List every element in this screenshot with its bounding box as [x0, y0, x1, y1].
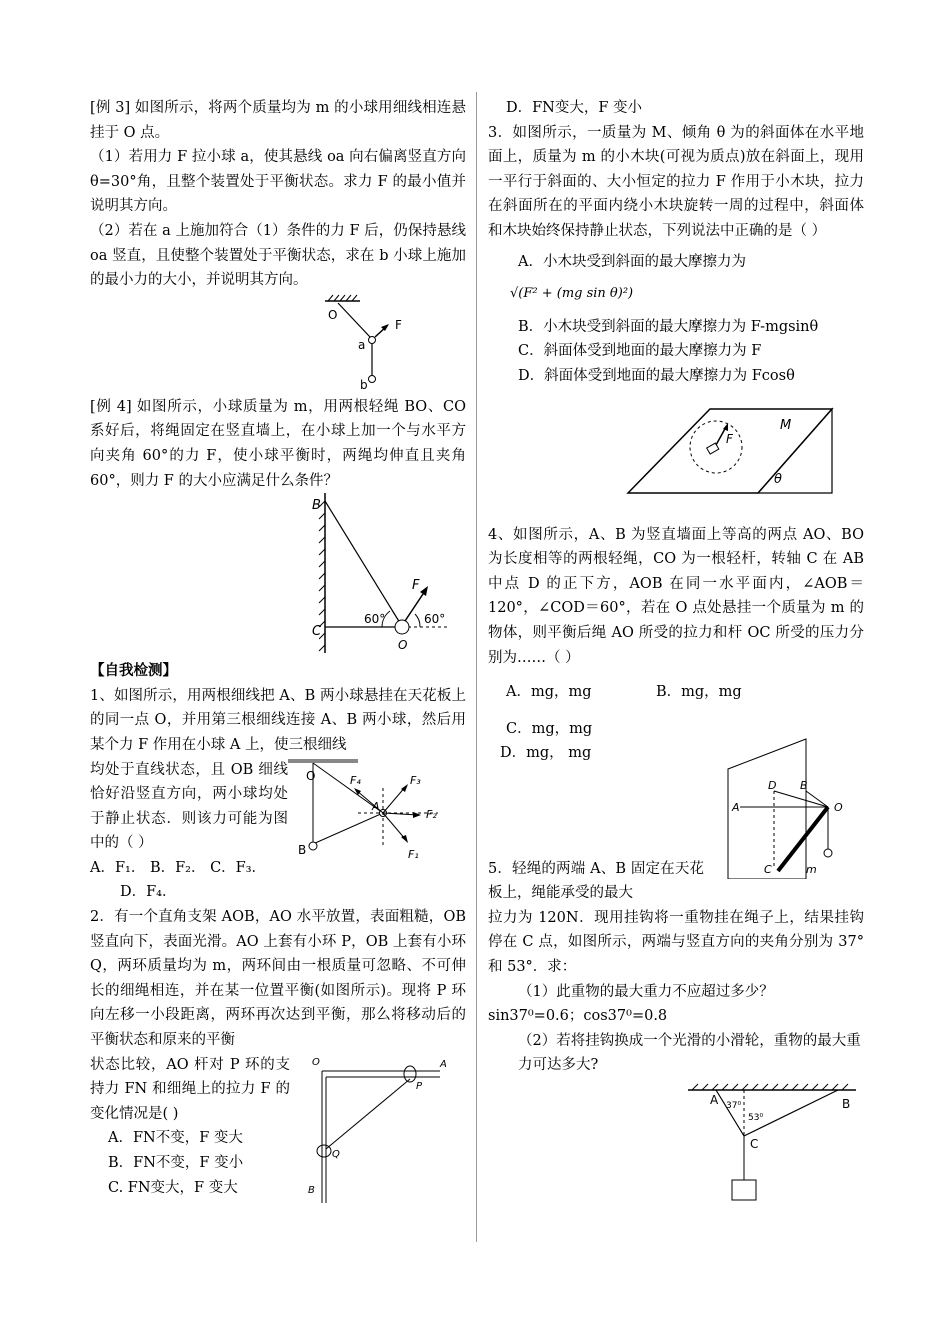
label-O: O — [834, 800, 843, 814]
q5-part2: （2）若将挂钩换成一个光滑的小滑轮，重物的最大重力可达多大? — [518, 1032, 861, 1074]
example-3-figure — [90, 293, 466, 395]
label-F: F — [395, 317, 402, 332]
q3-text: 3．如图所示，一质量为 M、倾角 θ 为的斜面体在水平地面上，质量为 m 的小木块(可视为质点)放在斜面上，现用一平行于斜面的、大小恒定的拉力 F 作用于小木块，拉力在斜面所在的平面内绕小木块旋转一周的过程中，斜面体和木块始终保持静止状态，下列说法中正确的是（ ） — [488, 124, 864, 239]
example-4-text: [例 4] 如图所示，小球质量为 m，用两根轻绳 BO、CO 系好后，将绳固定在竖直墙上，在小球上加一个与水平方向夹角 60°的力 F，使小球平衡时，两绳均伸直且夹角 60°，则力 F 的大小应满足什么条件？ — [90, 398, 466, 489]
label-B: B — [842, 1097, 851, 1112]
label-B: B — [800, 778, 808, 792]
label-O: O — [312, 1056, 320, 1068]
q4-figure — [488, 778, 864, 876]
q1-options-2: D．F₄． — [120, 884, 177, 901]
label-P: P — [416, 1080, 423, 1092]
q2-text: 2．有一个直角支架 AOB，AO 水平放置，表面粗糙，OB 竖直向下，表面光滑。AO 上套有小环 P，OB 上套有小环 Q，两环质量均为 m，两环间由一根质量可忽略、不可伸长的细绳相连，并在某一位置平衡(如图所示)。现将 P 环向左移一小段距离，两环再次达到平衡，那么将移动后的平衡状态和原来的平衡 — [90, 909, 466, 1049]
q1-text-cont: 均处于直线状态，且 OB 细线恰好沿竖直方向，两小球均处于静止状态．则该力可能为图中的（ ） — [90, 761, 288, 852]
label-B: B — [298, 842, 307, 857]
label-F1: F₁ — [408, 847, 419, 861]
label-A: A — [372, 799, 380, 813]
example-3-intro: [例 3] 如图所示，将两个质量均为 m 的小球用细线相连悬挂于 O 点。 — [90, 100, 466, 141]
label-a: a — [358, 337, 366, 352]
label-D: D — [768, 778, 777, 792]
label-B: B — [308, 1184, 315, 1196]
label-A: A — [710, 1093, 719, 1108]
q3-option-a: A．小木块受到斜面的最大摩擦力为 — [518, 253, 746, 270]
q3-option-d: D．斜面体受到地面的最大摩擦力为 Fcosθ — [518, 367, 795, 384]
q4-text: 4、如图所示，A、B 为竖直墙面上等高的两点 AO、BO 为长度相等的两根轻绳，CO 为一根轻杆，转轴 C 在 AB 中点 D 的正下方，AOB 在同一水平面内，∠AOB＝120°，∠COD＝60°，若在 O 点处悬挂一个质量为 m 的物体，则平衡后绳 AO 所受的拉力和杆 OC 所受的压力分别为……（ ） — [488, 526, 864, 666]
label-C: C — [312, 624, 322, 640]
q4-option-b: B．mg，mg — [656, 684, 742, 701]
label-F3: F₃ — [410, 773, 421, 787]
q3-option-b: B．小木块受到斜面的最大摩擦力为 F-mgsinθ — [518, 318, 819, 335]
angle-60-right: 60° — [424, 612, 446, 627]
label-F: F — [412, 578, 420, 594]
q2-option-a: A．FN不变，F 变大 — [108, 1130, 243, 1147]
q2-figure — [290, 1053, 466, 1203]
example-4-figure — [90, 493, 466, 653]
q1-options-1: A．F₁． B．F₂． C．F₃． — [90, 859, 267, 876]
label-M: M — [780, 417, 792, 433]
q1-text: 1、如图所示，用两根细线把 A、B 两小球悬挂在天花板上的同一点 O，并用第三根细线连接 A、B 两小球，然后用某个力 F 作用在小球 A 上，使三根细线 — [90, 687, 466, 753]
angle-37: 37⁰ — [726, 1101, 742, 1112]
label-B: B — [312, 498, 321, 514]
label-F: F — [726, 431, 733, 446]
q5-text: 5．轻绳的两端 A、B 固定在天花板上，绳能承受的最大 — [488, 860, 704, 902]
label-O: O — [328, 307, 338, 322]
label-O: O — [306, 768, 316, 783]
label-O: O — [398, 638, 408, 653]
left-column — [90, 96, 466, 1203]
label-C: C — [764, 862, 772, 876]
q3-figure — [488, 389, 864, 505]
q2-option-b: B．FN不变，F 变小 — [108, 1155, 244, 1171]
q4-option-a: A．mg，mg — [506, 684, 592, 701]
example-3-part2: （2）若在 a 上施加符合（1）条件的力 F 后，仍保持悬线 oa 竖直，且使整个装置处于平衡状态，求在 b 小球上施加的最小力的大小，并说明其方向。 — [90, 222, 466, 289]
q3-formula: √(F² + (mg sin θ)²) — [510, 286, 634, 302]
label-C: C — [750, 1137, 759, 1152]
q2-option-d: D．FN变大，F 变小 — [506, 100, 643, 116]
q1-block — [90, 758, 466, 906]
angle-60-left: 60° — [364, 612, 386, 627]
label-A: A — [440, 1058, 447, 1070]
q2-text-cont: 状态比较，AO 杆对 P 环的支持力 FN 和细绳上的拉力 F 的变化情况是( ) — [90, 1056, 290, 1122]
label-m: m — [806, 862, 817, 876]
right-column — [488, 96, 864, 1208]
label-theta: θ — [774, 471, 782, 487]
label-F2: F₂ — [426, 807, 437, 821]
label-F4: F₄ — [350, 773, 361, 787]
label-b: b — [360, 377, 368, 392]
q5-part1: （1）此重物的最大重力不应超过多少？ — [518, 983, 774, 1000]
q4-option-c: C．mg，mg — [506, 720, 593, 737]
q2-option-c: C. FN变大，F 变大 — [108, 1179, 238, 1196]
angle-53: 53⁰ — [748, 1113, 764, 1124]
q5-trig: sin37⁰=0.6；cos37⁰=0.8 — [488, 1008, 668, 1025]
label-Q: Q — [332, 1148, 340, 1160]
column-divider — [476, 92, 477, 1242]
q4-option-d: D．mg， mg — [500, 745, 592, 762]
q5-text-cont: 拉力为 120N．现用挂钩将一重物挂在绳子上，结果挂钩停在 C 点，如图所示，两端与竖直方向的夹角分别为 37°和 53°．求： — [488, 909, 864, 976]
q1-figure — [288, 758, 466, 878]
q3-option-c: C．斜面体受到地面的最大摩擦力为 F — [518, 343, 762, 360]
self-check-heading: 【自我检测】 — [90, 662, 177, 680]
q5-figure — [488, 1078, 864, 1208]
label-A: A — [732, 800, 740, 814]
example-3-part1: （1）若用力 F 拉小球 a，使其悬线 oa 向右偏离竖直方向 θ=30°角，且整个装置处于平衡状态。求力 F 的最小值并说明其方向。 — [90, 149, 466, 215]
q2-block — [90, 1053, 466, 1203]
